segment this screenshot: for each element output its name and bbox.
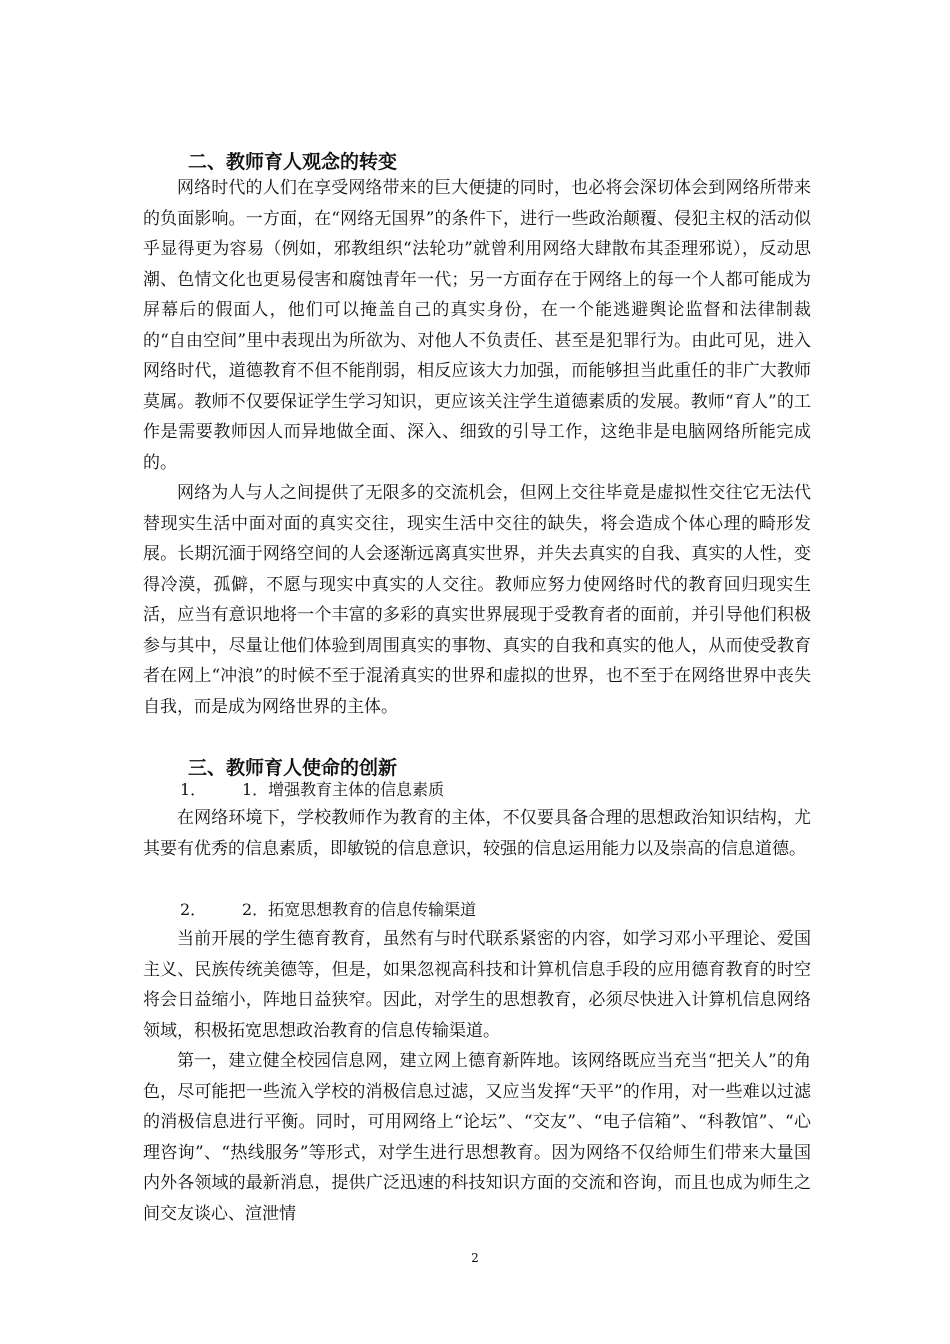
section-2-body xyxy=(143,173,811,722)
item-number: 1． xyxy=(180,780,207,799)
item-title: 2．拓宽思想教育的信息传输渠道 xyxy=(242,900,477,919)
paragraph: 网络为人与人之间提供了无限多的交流机会，但网上交往毕竟是虚拟性交往它无法代替现实生活中面对面的真实交往，现实生活中交往的缺失，将会造成个体心理的畸形发展。长期沉湎于网络空间的人会逐渐远离真实世界，并失去真实的自我、真实的人性，变得冷漠，孤僻，不愿与现实中真实的人交往。教师应努力使网络时代的教育回归现实生活，应当有意识地将一个丰富的多彩的真实世界展现于受教育者的面前，并引导他们积极参与其中，尽量让他们体验到周围真实的事物、真实的自我和真实的他人，从而使受教育者在网上“冲浪”的时候不至于混淆真实的世界和虚拟的世界，也不至于在网络世界中丧失自我，而是成为网络世界的主体。 xyxy=(143,483,811,717)
paragraph: 当前开展的学生德育教育，虽然有与时代联系紧密的内容，如学习邓小平理论、爱国主义、民族传统美德等，但是，如果忽视高科技和计算机信息手段的应用德育教育的时空将会日益缩小，阵地日益狭窄。因此，对学生的思想教育，必须尽快进入计算机信息网络领域，积极拓宽思想政治教育的信息传输渠道。 xyxy=(143,929,811,1041)
item-title: 1．增强教育主体的信息素质 xyxy=(242,780,445,799)
section-3-body-1 xyxy=(143,803,811,864)
paragraph: 第一，建立健全校园信息网，建立网上德育新阵地。该网络既应当充当“把关人”的角色，尽可能把一些流入学校的消极信息过滤，又应当发挥“天平”的作用，对一些难以过滤的消极信息进行平衡。同时，可用网络上“论坛”、“交友”、“电子信箱”、“科教馆”、“心理咨询”、“热线服务”等形式，对学生进行思想教育。因为网络不仅给师生们带来大量国内外各领域的最新消息，提供广泛迅速的科技知识方面的交流和咨询，而且也成为师生之间交友谈心、渲泄情 xyxy=(143,1051,811,1224)
section-heading-2: 二、教师育人观念的转变 xyxy=(188,151,398,173)
paragraph: 网络时代的人们在享受网络带来的巨大便捷的同时，也必将会深切体会到网络所带来的负面影响。一方面，在“网络无国界”的条件下，进行一些政治颠覆、侵犯主权的活动似乎显得更为容易（例如，邪教组织“法轮功”就曾利用网络大肆散布其歪理邪说），反动思潮、色情文化也更易侵害和腐蚀青年一代；另一方面存在于网络上的每一个人都可能成为屏幕后的假面人，他们可以掩盖自己的真实身份，在一个能逃避舆论监督和法律制裁的“自由空间”里中表现出为所欲为、对他人不负责任、甚至是犯罪行为。由此可见，进入网络时代，道德教育不但不能削弱，相反应该大力加强，而能够担当此重任的非广大教师莫属。教师不仅要保证学生学习知识，更应该关注学生道德素质的发展。教师“育人”的工作是需要教师因人而异地做全面、深入、细致的引导工作，这绝非是电脑网络所能完成的。 xyxy=(143,178,811,473)
item-number: 2． xyxy=(180,900,207,919)
page-number: 2 xyxy=(471,1251,479,1265)
numbered-item-1 xyxy=(180,779,444,801)
section-3-body-2 xyxy=(143,924,811,1229)
numbered-item-2 xyxy=(180,899,476,921)
paragraph: 在网络环境下，学校教师作为教育的主体，不仅要具备合理的思想政治知识结构，尤其要有优秀的信息素质，即敏锐的信息意识，较强的信息运用能力以及崇高的信息道德。 xyxy=(143,808,811,859)
section-heading-3: 三、教师育人使命的创新 xyxy=(188,757,398,779)
